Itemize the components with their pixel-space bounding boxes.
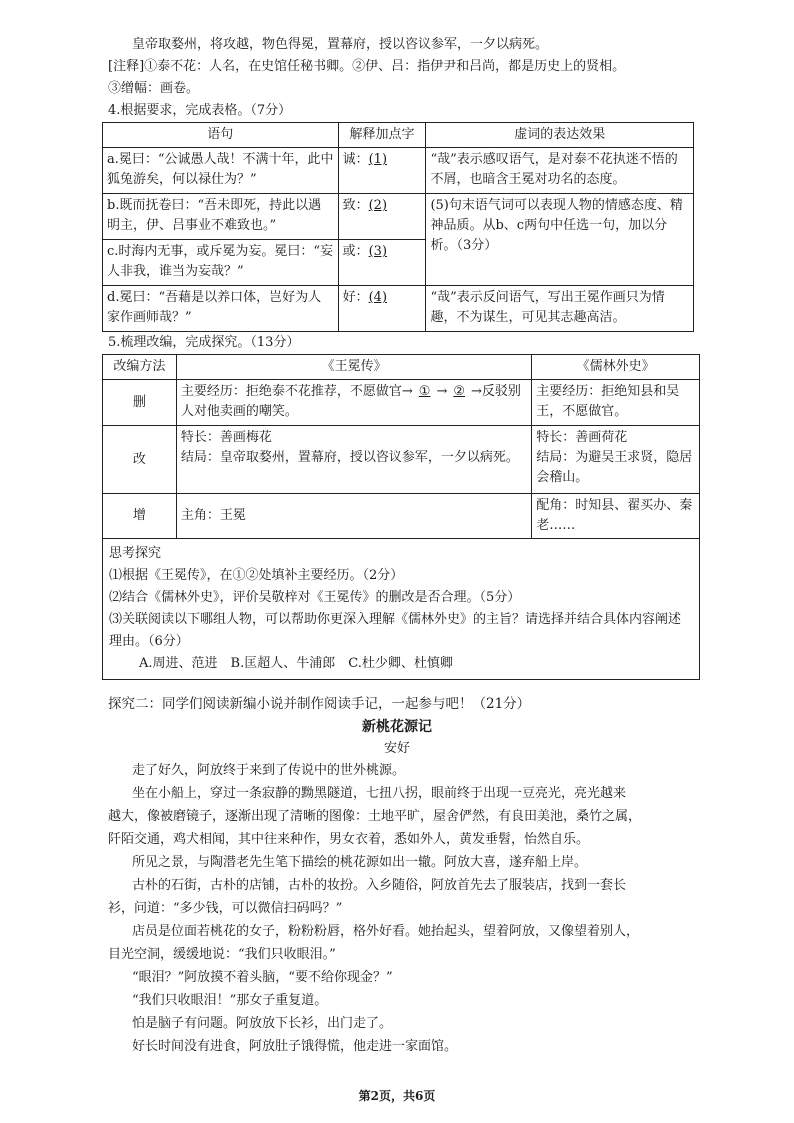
- q5-add-rulin: 配角：时知县、翟买办、秦老……: [532, 494, 700, 539]
- q5-delete-rulin: 主要经历：拒绝知县和吴王，不愿做官。: [532, 380, 700, 426]
- q4-row-c-sentence: c.时海内无事，或斥冕为妄。冕曰：“妄人非我，谁当为妄哉？”: [103, 240, 339, 286]
- annotation-line-2: ③缯幅：画卷。: [108, 81, 200, 96]
- q5-method-change: 改: [103, 426, 177, 494]
- q4-header-explain: 解释加点字: [338, 123, 426, 148]
- story-paragraph: 衫，问道：“多少钱，可以微信扫码吗？”: [108, 901, 343, 916]
- q4-row-a-sentence: a.冕曰：“公诚愚人哉！不满十年，此中狐兔游矣，何以禄仕为？”: [103, 148, 339, 194]
- q5-method-add: 增: [103, 494, 177, 539]
- q4-row-d-char: 好：: [342, 290, 369, 305]
- story-paragraph: 古朴的石街，古朴的店铺，古朴的妆扮。入乡随俗，阿放首先去了服装店，找到一套长: [132, 878, 627, 893]
- q5-change-rulin: [532, 426, 700, 494]
- question-4-table: [102, 122, 694, 332]
- passage-last-line: 皇帝取婺州，将攻越，物色得冕，置幕府，授以咨议参军，一夕以病死。: [132, 37, 549, 52]
- q5-explore-q3: ⑶关联阅读以下哪组人物，可以帮助你更深入理解《儒林外史》的主旨？请选择并结合具体内容阐述理由。（6分）: [109, 612, 682, 649]
- q5-explore-title: 思考探究: [109, 546, 162, 561]
- q4-row-c-char: 或：: [342, 244, 369, 259]
- q4-row-d-effect: “哉”表示反问语气，写出王冕作画只为情趣，不为谋生，可见其志趣高洁。: [426, 286, 694, 332]
- q5-method-delete: 删: [103, 380, 177, 426]
- q4-row-bc-effect[interactable]: (5)句末语气词可以表现人物的情感态度、精神品质。从b、c两句中任选一句，加以分析。（3分）: [426, 194, 694, 286]
- q5-delete-text-pre: 主要经历：拒绝泰不花推荐，不愿做官→: [180, 384, 413, 399]
- story-paragraph: 目光空洞，缓缓地说：“我们只收眼泪。”: [108, 947, 336, 962]
- q5-delete-wangmian: [176, 380, 531, 426]
- q5-change-rl-skill: 特长：善画荷花: [536, 430, 628, 445]
- story-paragraph: 越大，像被磨镜子，逐渐出现了清晰的图像：土地平旷，屋舍俨然，有良田美池，桑竹之属，: [108, 809, 642, 824]
- question-5-table: [102, 354, 700, 680]
- q4-row-a-effect: “哉”表示感叹语气，是对泰不花执迷不悟的不屑，也暗含王冕对功名的态度。: [426, 148, 694, 194]
- answer-blank-4[interactable]: (4): [368, 290, 388, 305]
- story-title: 新桃花源记: [362, 719, 432, 735]
- q5-change-wm-skill: 特长：善画梅花: [180, 430, 272, 445]
- answer-blank-2[interactable]: (2): [368, 198, 388, 213]
- story-paragraph: 好长时间没有进食，阿放肚子饿得慌，他走进一家面馆。: [132, 1039, 458, 1054]
- q4-header-sentence: 语句: [103, 123, 339, 148]
- answer-blank-circle-2[interactable]: ②: [453, 384, 465, 399]
- q5-explore-box: [103, 539, 700, 680]
- q5-header-method: 改编方法: [103, 355, 177, 380]
- q5-add-wangmian: 主角：王冕: [176, 494, 531, 539]
- q5-delete-text-post: →反驳别人对他卖画的嘲笑。: [180, 384, 521, 419]
- q5-explore-q1: ⑴根据《王冕传》，在①②处填补主要经历。（2分）: [109, 568, 404, 583]
- question-4-heading: 4.根据要求，完成表格。（7分）: [108, 103, 292, 118]
- annotation-line-1: [注释]①泰不花：人名，在史馆任秘书卿。②伊、吕：指伊尹和吕尚，都是历史上的贤相。: [108, 59, 626, 74]
- q4-row-a-char: 诚：: [342, 152, 369, 167]
- answer-blank-1[interactable]: (1): [368, 152, 388, 167]
- arrow: →: [436, 384, 448, 399]
- story-paragraph: 阡陌交通，鸡犬相闻，其中往来种作，男女衣着，悉如外人，黄发垂髫，怡然自乐。: [108, 832, 590, 847]
- q4-row-d-explain: [338, 286, 426, 332]
- question-5-heading: 5.梳理改编，完成探究。（13分）: [108, 335, 300, 350]
- story-paragraph: 所见之景，与陶潜老先生笔下描绘的桃花源如出一辙。阿放大喜，遂弃船上岸。: [132, 855, 588, 870]
- story-paragraph: 店员是位面若桃花的女子，粉粉粉唇，格外好看。她抬起头，望着阿放，又像望着别人，: [132, 924, 640, 939]
- story-paragraph: 走了好久，阿放终于来到了传说中的世外桃源。: [132, 763, 406, 778]
- q4-row-a-explain: [338, 148, 426, 194]
- q5-explore-q2: ⑵结合《儒林外史》，评价吴敬梓对《王冕传》的删改是否合理。（5分）: [109, 590, 521, 605]
- q5-change-rl-ending: 结局：为避吴王求贤，隐居会稽山。: [536, 450, 693, 485]
- story-paragraph: “我们只收眼泪！”那女子重复道。: [132, 993, 328, 1008]
- q5-change-wangmian: [176, 426, 531, 494]
- q5-header-wangmian: 《王冕传》: [176, 355, 531, 380]
- story-paragraph: 坐在小船上，穿过一条寂静的黝黑隧道，七扭八拐，眼前终于出现一豆亮光，亮光越来: [132, 786, 627, 801]
- story-paragraph: “眼泪？”阿放摸不着头脑，“要不给你现金？”: [132, 970, 393, 985]
- q5-change-wm-ending: 结局：皇帝取婺州，置幕府，授以咨议参军，一夕以病死。: [180, 450, 519, 465]
- answer-blank-circle-1[interactable]: ①: [418, 384, 431, 399]
- q4-header-effect: 虚词的表达效果: [426, 123, 694, 148]
- q5-header-rulin: 《儒林外史》: [532, 355, 700, 380]
- q4-row-b-explain: [338, 194, 426, 240]
- q4-row-b-char: 致：: [342, 198, 369, 213]
- story-paragraph: 怕是脑子有问题。阿放放下长衫，出门走了。: [132, 1016, 393, 1031]
- explore-two-intro: 探究二：同学们阅读新编小说并制作阅读手记，一起参与吧！（21分）: [108, 696, 531, 712]
- q4-row-b-sentence: b.既而抚卷曰：“吾未即死，持此以遇明主，伊、吕事业不难致也。”: [103, 194, 339, 240]
- page-number: 第2页，共6页: [358, 1089, 436, 1103]
- story-author: 安好: [383, 741, 410, 756]
- answer-blank-3[interactable]: (3): [368, 244, 388, 259]
- q5-explore-options: A.周进、范进 B.匡超人、牛浦郎 C.杜少卿、杜慎卿: [139, 656, 453, 671]
- q4-row-d-sentence: d.冕曰：“吾藉是以养口体，岂好为人家作画师哉？”: [103, 286, 339, 332]
- q4-row-c-explain: [338, 240, 426, 286]
